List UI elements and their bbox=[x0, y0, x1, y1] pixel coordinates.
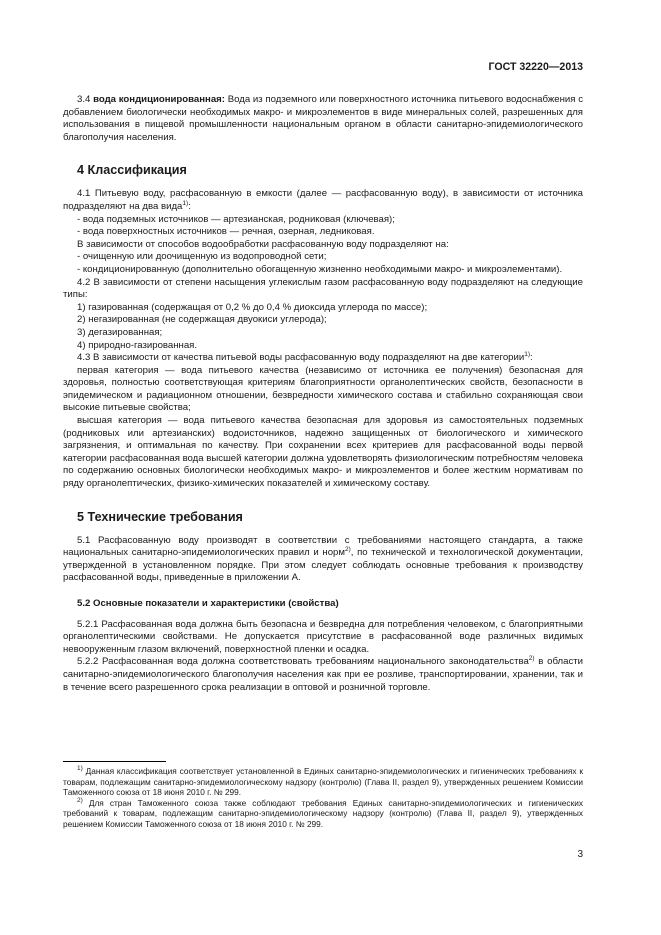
subsection-5-2-title: 5.2 Основные показатели и характеристики (свойства) bbox=[77, 598, 339, 609]
footnote: $^{2)}$ Для стран Таможенного союза также соблюдают требования Единых санитарно-эпидемиологических и гигиенических требований к товарам, подлежащим санитарно-эпидемиологическому надзору (контролю) (Глава II, раздел 9), утвержденных решением Комиссии Таможенного союза от 18 июня 2010 г. № 299. bbox=[63, 796, 583, 829]
first-category: первая категория — вода питьевого качества (независимо от источника ее получения) безопасная для здоровья, полностью соответствующая критериям благоприятности органолептических свойств, безопасности в эпидемическом и радиационном отношении, безвредности химического состава и стабильно сохраняющая свои высокие питьевые свойства; bbox=[63, 364, 583, 414]
page-number: 3 bbox=[577, 849, 583, 860]
footnotes bbox=[63, 766, 583, 830]
section-4-title: 4 Классификация bbox=[77, 163, 187, 178]
list-item: - вода подземных источников — артезианская, родниковая (ключевая); bbox=[77, 213, 395, 225]
clause-4-1: 4.1 Питьевую воду, расфасованную в емкости (далее — расфасованную воду), в зависимости от источника подразделяют на два вида$^{1)}$: bbox=[63, 188, 583, 212]
list-item: - кондиционированную (дополнительно обогащенную жизненно необходимыми макро- и микроэлементами). bbox=[77, 263, 563, 275]
list-item: - очищенную или доочищенную из водопроводной сети; bbox=[77, 251, 327, 263]
list-item: 2) негазированная (не содержащая двуокиси углерода); bbox=[77, 314, 327, 326]
section-5-title: 5 Технические требования bbox=[77, 509, 243, 524]
footnote-ref: 2) bbox=[528, 655, 535, 663]
standard-header: ГОСТ 32220—2013 bbox=[488, 61, 583, 73]
footnote-ref: 1) bbox=[524, 351, 531, 359]
footnote-ref: 2) bbox=[344, 546, 351, 554]
definition: Вода из подземного или поверхностного источника питьевого водоснабжения с добавлением биологически необходимых макро- и микроэлементов в виде минеральных солей, разрешенных для использования в пищевой промышленности национальным органом в области санитарно-эпидемиологического благополучия населения. bbox=[63, 94, 583, 143]
clause-5-2-1: 5.2.1 Расфасованная вода должна быть безопасна и безвредна для потребления человеком, с благоприятными органолептическими свойствами. Не допускается присутствие в расфасованной воде различных видимых невооруженным глазом включений, поверхностной пленки и осадка. bbox=[63, 618, 583, 655]
term: вода кондиционированная: bbox=[93, 94, 225, 105]
footnote-divider bbox=[63, 761, 166, 762]
clause-5-2-2: 5.2.2 Расфасованная вода должна соответствовать требованиям национального законодательства$^{2)}$ в области санитарно-эпидемиологического благополучия населения как при ее розливе, транспортировании, хранении, так и в течение всего разрешенного срока реализации в оптовой и розничной торговле. bbox=[63, 655, 583, 693]
highest-category: высшая категория — вода питьевого качества безопасная для здоровья из самостоятельных подземных (родниковых или артезианских) водоисточников, надежно защищенных от биологического и химического загрязнения, и оптимальная по качеству. При сохранении всех критериев для расфасованной воды первой категории расфасованная вода высшей категории должна удовлетворять физиологическим потребностям человека по содержанию основных биологически необходимых макро- и микроэлементов и более жестким нормативам по ряду органолептических, физико-химических показателей и химическому составу. bbox=[63, 415, 583, 490]
body-text bbox=[63, 94, 583, 694]
paragraph: В зависимости от способов водообработки расфасованную воду подразделяют на: bbox=[77, 238, 449, 250]
list-item: 1) газированная (содержащая от 0,2 % до 0,4 % диоксида углерода по массе); bbox=[77, 301, 428, 313]
clause-number: 3.4 bbox=[77, 94, 94, 105]
list-item: - вода поверхностных источников — речная, озерная, ледниковая. bbox=[77, 226, 375, 238]
clause-3-4 bbox=[63, 94, 583, 144]
footnote-ref: 1) bbox=[182, 199, 189, 207]
clause-4-3: 4.3 В зависимости от качества питьевой воды расфасованную воду подразделяют на две категории$^{1)}$: bbox=[77, 351, 533, 364]
list-item: 4) природно-газированная. bbox=[77, 339, 198, 351]
list-item: 3) дегазированная; bbox=[77, 326, 163, 338]
clause-5-1: 5.1 Расфасованную воду производят в соответствии с требованиями настоящего стандарта, а также национальных санитарно-эпидемиологических правил и норм$^{2)}$, по технической и технологической документации, утвержденной в установленном порядке. При этом следует соблюдать основные требования к производству расфасованной воды, приведенные в приложении А. bbox=[63, 534, 583, 584]
footnote: $^{1)}$ Данная классификация соответствует установленной в Единых санитарно-эпидемиологических и гигиенических требованиях к товарам, подлежащим санитарно-эпидемиологическому надзору (контролю) (Глава II, раздел 9), утвержденных решением Комиссии Таможенного союза от 18 июня 2010 г. № 299. bbox=[63, 765, 583, 798]
clause-4-2: 4.2 В зависимости от степени насыщения углекислым газом расфасованную воду подразделяют на следующие типы: bbox=[63, 276, 583, 301]
